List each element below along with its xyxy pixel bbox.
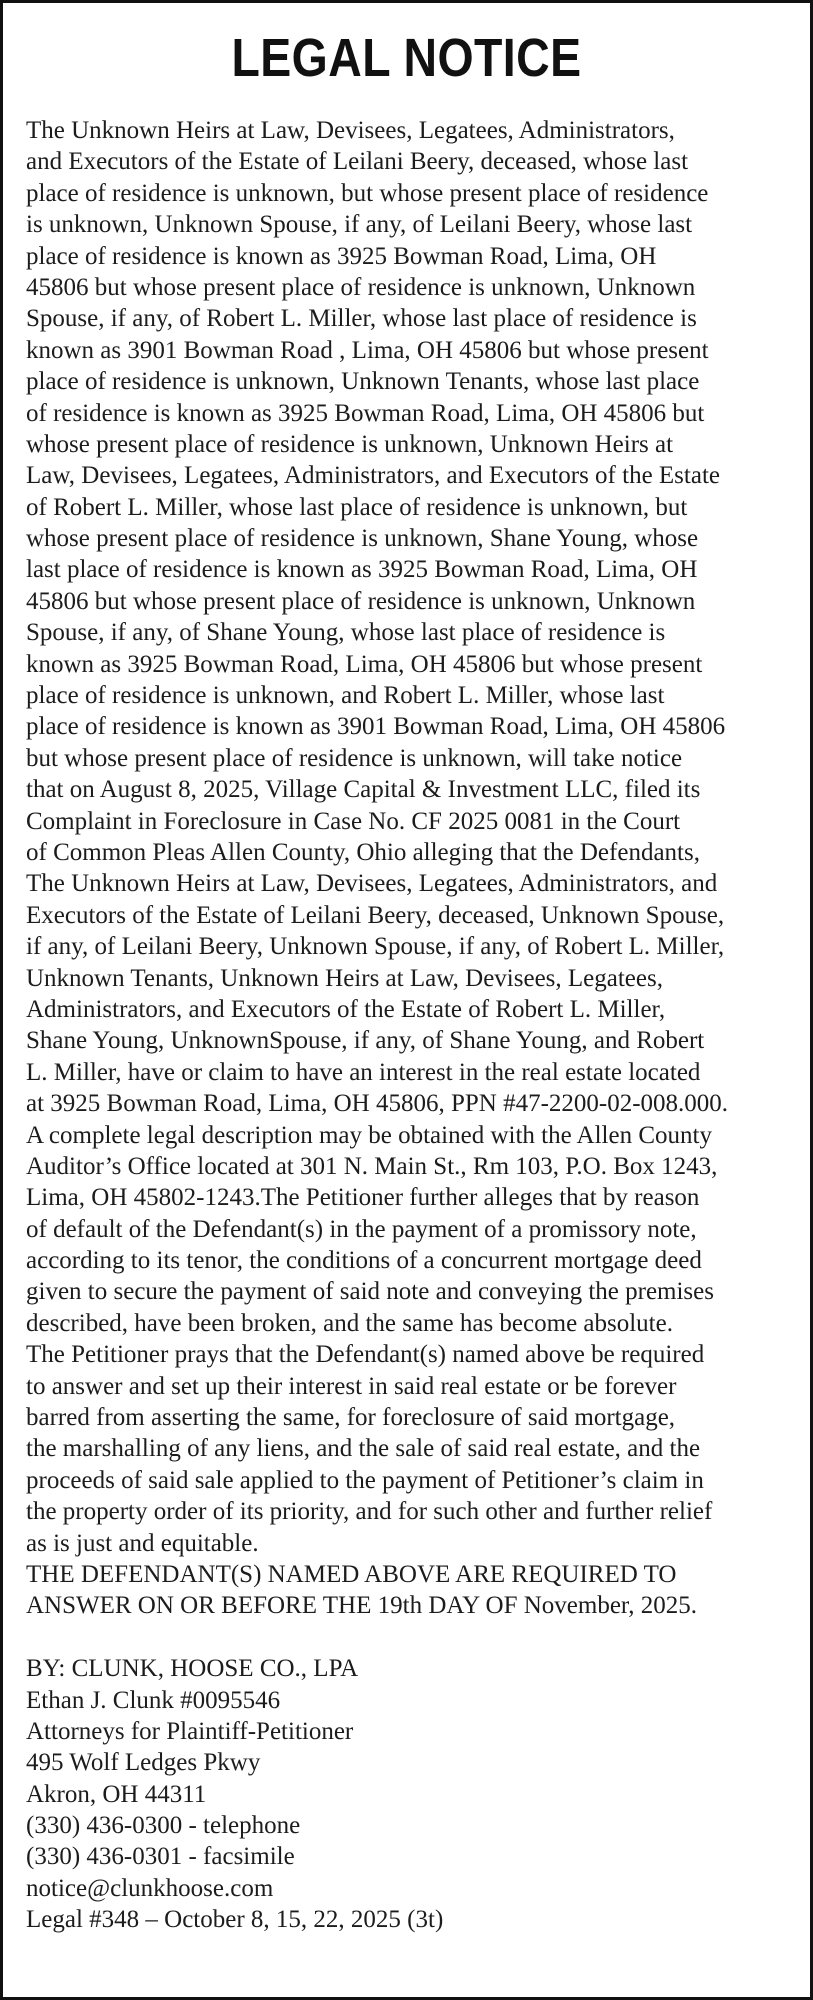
signature-attorney: Ethan J. Clunk #0095546 (26, 1686, 281, 1714)
signature-firm: BY: CLUNK, HOOSE CO., LPA (26, 1655, 359, 1683)
body-line: L. Miller, have or claim to have an interest in the real estate located (26, 1058, 701, 1086)
signature-street: 495 Wolf Ledges Pkwy (26, 1749, 261, 1777)
body-line: Auditor’s Office located at 301 N. Main St., Rm 103, P.O. Box 1243, (26, 1152, 718, 1180)
body-line: described, have been broken, and the same has become absolute. (26, 1309, 673, 1337)
body-line: Spouse, if any, of Shane Young, whose last place of residence is (26, 619, 666, 647)
body-line: place of residence is unknown, but whose present place of residence (26, 179, 709, 207)
body-line: of default of the Defendant(s) in the payment of a promissory note, (26, 1215, 697, 1243)
body-line: of Robert L. Miller, whose last place of residence is unknown, but (26, 493, 688, 521)
body-line: Unknown Tenants, Unknown Heirs at Law, Devisees, Legatees, (26, 964, 663, 992)
body-line: Shane Young, UnknownSpouse, if any, of Shane Young, and Robert (26, 1027, 705, 1055)
body-line: place of residence is known as 3901 Bowman Road, Lima, OH 45806 (26, 713, 726, 741)
signature-block (26, 1653, 788, 1936)
notice-body (26, 115, 788, 1936)
body-line: Executors of the Estate of Leilani Beery, deceased, Unknown Spouse, (26, 901, 725, 929)
body-line: Complaint in Foreclosure in Case No. CF 2025 0081 in the Court (26, 807, 681, 835)
signature-email: notice@clunkhoose.com (26, 1874, 274, 1902)
body-line: proceeds of said sale applied to the payment of Petitioner’s claim in (26, 1466, 704, 1494)
notice-title: LEGAL NOTICE (231, 28, 582, 88)
body-line: if any, of Leilani Beery, Unknown Spouse, if any, of Robert L. Miller, (26, 933, 725, 961)
body-line: Administrators, and Executors of the Estate of Robert L. Miller, (26, 995, 666, 1023)
body-line: last place of residence is known as 3925 Bowman Road, Lima, OH (26, 556, 698, 584)
notice-paragraph (26, 115, 788, 1559)
body-line: barred from asserting the same, for foreclosure of said mortgage, (26, 1404, 676, 1432)
body-line: Lima, OH 45802-1243.The Petitioner further alleges that by reason (26, 1184, 700, 1212)
body-line: 45806 but whose present place of residence is unknown, Unknown (26, 273, 696, 301)
body-line: but whose present place of residence is unknown, will take notice (26, 744, 683, 772)
body-line: The Unknown Heirs at Law, Devisees, Legatees, Administrators, (26, 117, 675, 144)
body-line: the marshalling of any liens, and the sale of said real estate, and the (26, 1435, 701, 1463)
signature-telephone: (330) 436-0300 - telephone (26, 1812, 301, 1840)
signature-city: Akron, OH 44311 (26, 1780, 207, 1808)
body-line: Spouse, if any, of Robert L. Miller, whose last place of residence is (26, 305, 697, 333)
body-line: at 3925 Bowman Road, Lima, OH 45806, PPN #47-2200-02-008.000. (26, 1090, 729, 1118)
body-line: known as 3901 Bowman Road , Lima, OH 45806 but whose present (26, 336, 709, 364)
body-line: given to secure the payment of said note and conveying the premises (26, 1278, 714, 1306)
signature-role: Attorneys for Plaintiff-Petitioner (26, 1717, 354, 1745)
body-line: to answer and set up their interest in said real estate or be forever (26, 1372, 677, 1400)
body-line: place of residence is unknown, and Robert L. Miller, whose last (26, 682, 665, 710)
requirement-line: THE DEFENDANT(S) NAMED ABOVE ARE REQUIRED TO (26, 1560, 677, 1588)
body-line: whose present place of residence is unknown, Unknown Heirs at (26, 430, 674, 458)
body-line: 45806 but whose present place of residence is unknown, Unknown (26, 587, 696, 615)
spacer (26, 1622, 788, 1653)
body-line: A complete legal description may be obtained with the Allen County (26, 1121, 712, 1149)
body-line: and Executors of the Estate of Leilani Beery, deceased, whose last (26, 148, 689, 176)
body-line: according to its tenor, the conditions of a concurrent mortgage deed (26, 1247, 702, 1275)
answer-requirement (26, 1559, 788, 1622)
body-line: known as 3925 Bowman Road, Lima, OH 45806 but whose present (26, 650, 703, 678)
body-line: place of residence is unknown, Unknown Tenants, whose last place (26, 368, 700, 396)
body-line: The Unknown Heirs at Law, Devisees, Legatees, Administrators, and (26, 870, 718, 898)
body-line: that on August 8, 2025, Village Capital & Investment LLC, filed its (26, 776, 701, 804)
body-line: The Petitioner prays that the Defendant(s) named above be required (26, 1341, 705, 1369)
body-line: of Common Pleas Allen County, Ohio alleging that the Defendants, (26, 838, 700, 866)
body-line: whose present place of residence is unknown, Shane Young, whose (26, 525, 699, 553)
body-line: of residence is known as 3925 Bowman Road, Lima, OH 45806 but (26, 399, 705, 427)
signature-facsimile: (330) 436-0301 - facsimile (26, 1843, 295, 1871)
body-line: as is just and equitable. (26, 1529, 259, 1557)
requirement-line: ANSWER ON OR BEFORE THE 19th DAY OF November, 2025. (26, 1592, 697, 1620)
body-line: the property order of its priority, and for such other and further relief (26, 1498, 713, 1526)
body-line: Law, Devisees, Legatees, Administrators, and Executors of the Estate (26, 462, 720, 490)
legal-reference: Legal #348 – October 8, 15, 22, 2025 (3t) (26, 1906, 444, 1934)
body-line: place of residence is known as 3925 Bowman Road, Lima, OH (26, 242, 657, 270)
body-line: is unknown, Unknown Spouse, if any, of Leilani Beery, whose last (26, 211, 693, 239)
